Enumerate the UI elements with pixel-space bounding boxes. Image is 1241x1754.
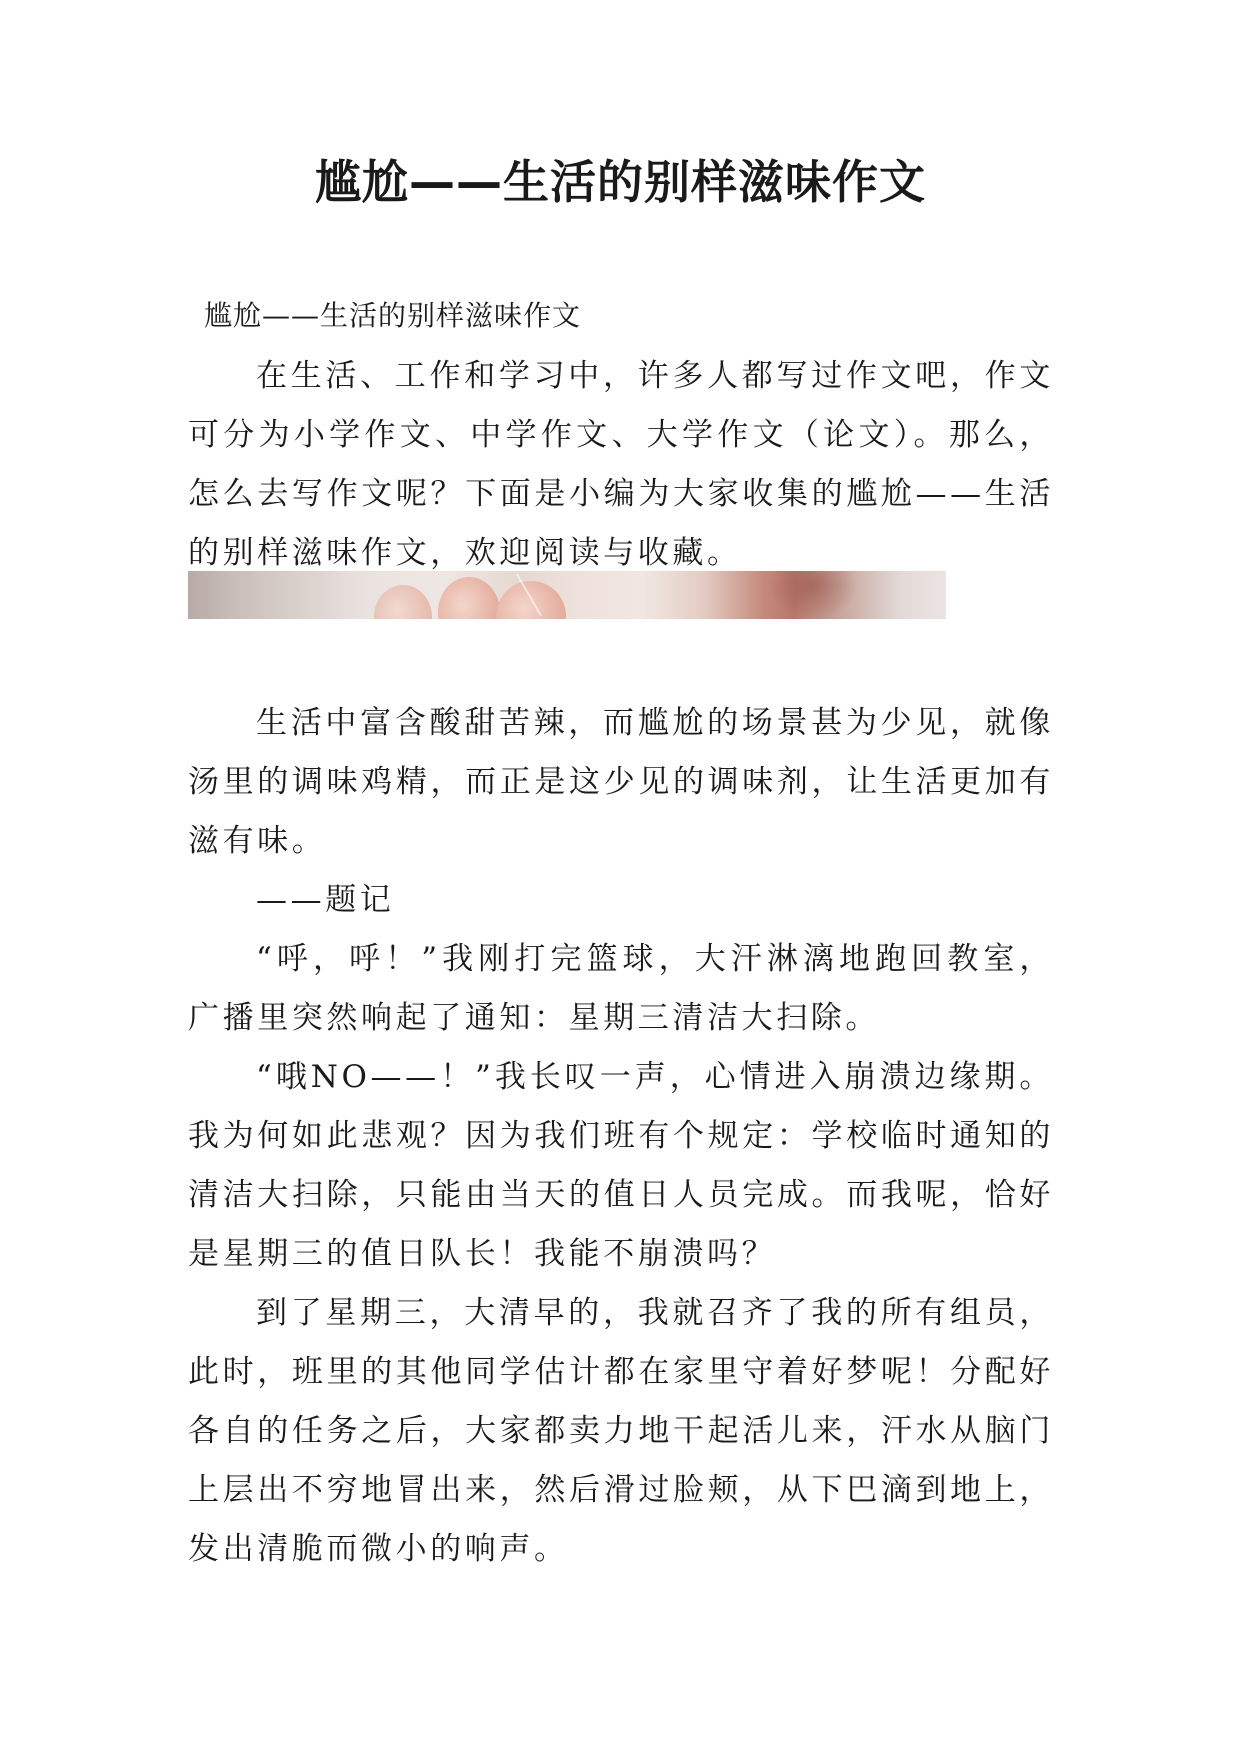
body-paragraph: 到了星期三，大清早的，我就召齐了我的所有组员，此时，班里的其他同学估计都在家里守着好梦呢！分配好各自的任务之后，大家都卖力地干起活儿来，汗水从脑门上层出不穷地冒出来，然后滑过脸颊，从下巴滴到地上，发出清脆而微小的响声。: [188, 1295, 1054, 1567]
photo-finger: [374, 585, 432, 619]
intro-paragraph: 在生活、工作和学习中，许多人都写过作文吧，作文可分为小学作文、中学作文、大学作文（论文）。那么，怎么去写作文呢？下面是小编为大家收集的尴尬——生活的别样滋味作文，欢迎阅读与收藏。: [188, 358, 1054, 571]
photo-finger: [438, 577, 500, 619]
intro-section: [188, 347, 1054, 583]
cropped-photo: [188, 571, 946, 619]
body-paragraph: 生活中富含酸甜苦辣，而尴尬的场景甚为少见，就像汤里的调味鸡精，而正是这少见的调味剂，让生活更加有滋有味。: [188, 705, 1054, 859]
photo-shadow: [768, 571, 858, 619]
document-subtitle: 尴尬——生活的别样滋味作文: [204, 299, 582, 332]
document-title: 尴尬——生活的别样滋味作文: [315, 155, 926, 209]
body-paragraph: “哦NO——！”我长叹一声，心情进入崩溃边缘期。我为何如此悲观？因为我们班有个规定：学校临时通知的清洁大扫除，只能由当天的值日人员完成。而我呢，恰好是星期三的值日队长！我能不崩溃吗？: [188, 1059, 1054, 1272]
essay-body: [188, 694, 1054, 1579]
body-paragraph: “呼，呼！”我刚打完篮球，大汗淋漓地跑回教室，广播里突然响起了通知：星期三清洁大扫除。: [188, 941, 1054, 1036]
epigraph-attribution: ——题记: [256, 882, 395, 918]
